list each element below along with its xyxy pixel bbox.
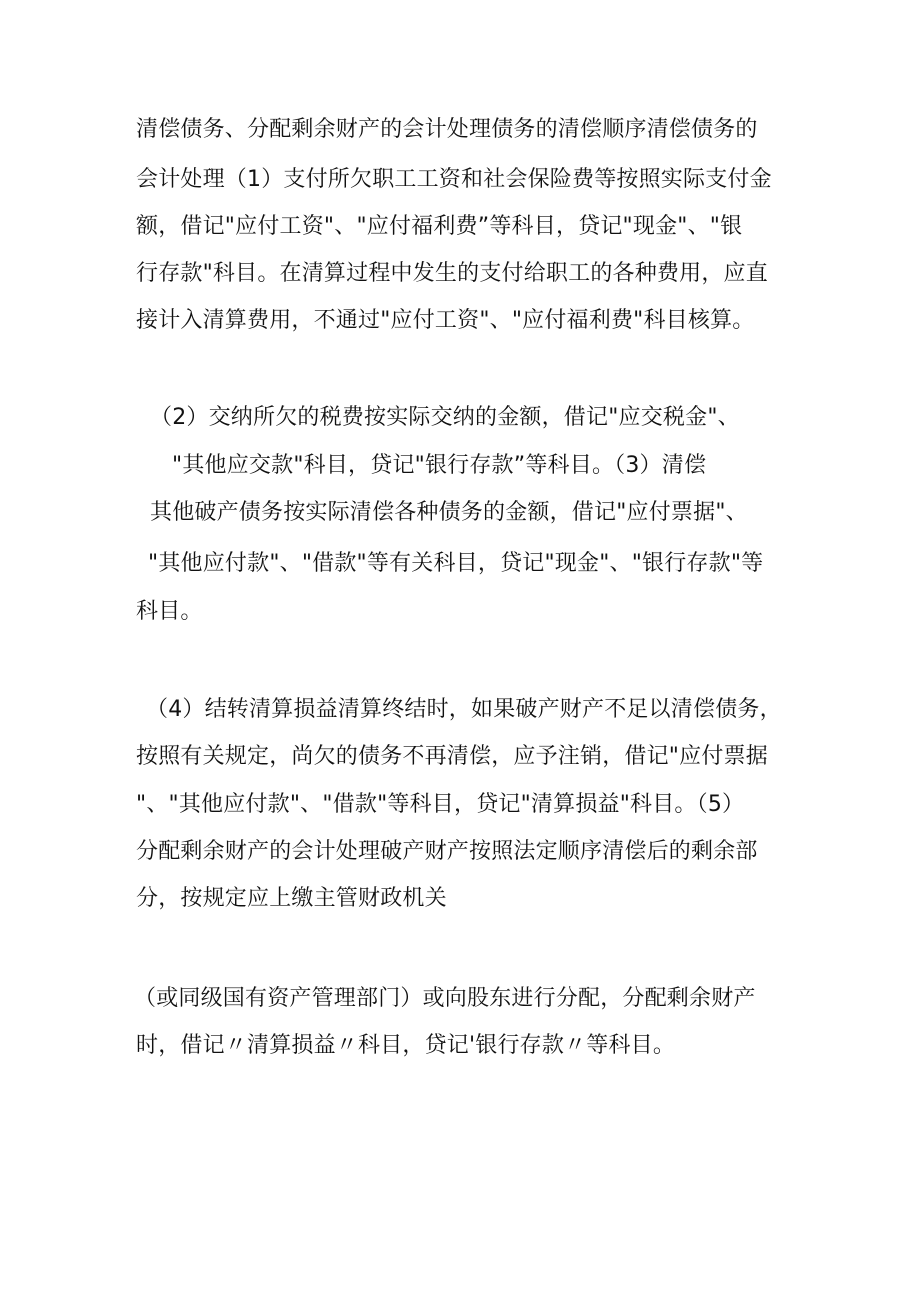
paragraph-3-line-1: （4）结转清算损益清算终结时，如果破产财产不足以清偿债务， [146, 697, 782, 722]
paragraph-2-line-1: （2）交纳所欠的税费按实际交纳的金额，借记"应交税金"、 [150, 405, 740, 430]
paragraph-2-line-5: 科目。 [136, 599, 203, 624]
paragraph-1-line-3: 额，借记"应付工资"、"应付福利费”等科目，贷记"现金"、"银 [136, 214, 743, 239]
paragraph-2-line-4: "其他应付款"、"借款"等有关科目，贷记"现金"、"银行存款"等 [148, 551, 764, 576]
paragraph-2-line-2: "其他应交款"科目，贷记"银行存款”等科目。（3）清偿 [172, 453, 707, 478]
paragraph-1-line-1: 清偿债务、分配剩余财产的会计处理债务的清偿顺序清偿债务的 [136, 117, 758, 142]
paragraph-1-line-2: 会计处理（1）支付所欠职工工资和社会保险费等按照实际支付金 [136, 167, 772, 192]
paragraph-1-line-4: 行存款"科目。在清算过程中发生的支付给职工的各种费用，应直 [136, 261, 768, 286]
paragraph-3-line-2: 按照有关规定，尚欠的债务不再清偿，应予注销，借记"应付票据 [136, 744, 768, 769]
paragraph-2-line-3: 其他破产债务按实际清偿各种债务的金额，借记"应付票据"、 [150, 500, 748, 525]
paragraph-3-line-4: 分配剩余财产的会计处理破产财产按照法定顺序清偿后的剩余部 [136, 839, 758, 864]
paragraph-4-line-1: （或同级国有资产管理部门）或向股东进行分配，分配剩余财产 [134, 986, 756, 1011]
paragraph-4-line-2: 时，借记〃清算损益〃科目，贷记'银行存款〃等科目。 [136, 1033, 676, 1058]
paragraph-3-line-5: 分，按规定应上缴主管财政机关 [136, 886, 447, 911]
paragraph-1-line-5: 接计入清算费用，不通过"应付工资"、"应付福利费"科目核算。 [136, 308, 755, 333]
paragraph-3-line-3: "、"其他应付款"、"借款"等科目，贷记"清算损益"科目。（5） [136, 792, 745, 817]
